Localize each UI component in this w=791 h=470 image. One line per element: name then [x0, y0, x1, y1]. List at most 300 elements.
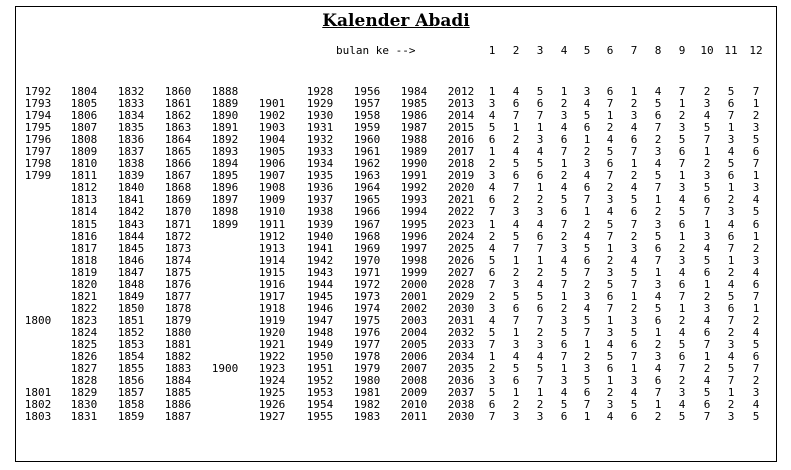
year-cell: 1830: [70, 398, 98, 412]
month-code-cell: 4: [560, 386, 568, 400]
month-code-cell: 5: [678, 133, 686, 147]
month-code-cell: 4: [654, 289, 662, 303]
month-code-cell: 4: [583, 301, 591, 315]
month-code-cell: 2: [488, 229, 496, 243]
month-code-cell: 4: [583, 229, 591, 243]
year-cell: 1842: [117, 205, 145, 219]
month-code-cell: 5: [654, 97, 662, 111]
month-code-cell: 3: [583, 289, 591, 303]
month-code-cell: 1: [727, 386, 735, 400]
month-code-cell: 6: [536, 169, 544, 183]
year-cell: 1953: [306, 386, 334, 400]
year-cell: 1944: [306, 277, 334, 291]
month-code-cell: 6: [560, 133, 568, 147]
year-cell: 2024: [447, 229, 475, 243]
year-cell: 1792: [24, 85, 52, 98]
month-code-cell: 5: [560, 193, 568, 207]
month-code-cell: 7: [654, 181, 662, 195]
month-code-cell: 1: [488, 350, 496, 364]
month-code-cell: 7: [752, 362, 760, 376]
month-code-cell: 2: [703, 157, 711, 171]
month-code-cell: 3: [727, 337, 735, 351]
month-code-cell: 3: [630, 374, 638, 388]
year-cell: 1846: [117, 253, 145, 267]
year-cell: 1957: [353, 97, 381, 111]
month-code-cell: 7: [488, 277, 496, 291]
month-code-cell: 2: [488, 289, 496, 303]
year-cell: 1971: [353, 265, 381, 279]
month-code-cell: 5: [606, 350, 614, 364]
month-code-cell: 2: [752, 313, 760, 327]
year-cell: 1998: [400, 253, 428, 267]
year-cell: 1923: [258, 362, 286, 376]
year-cell: 1932: [306, 133, 334, 147]
month-code-cell: 2: [583, 277, 591, 291]
month-code-cell: 4: [560, 121, 568, 135]
month-code-cell: 2: [630, 169, 638, 183]
month-code-cell: 1: [560, 85, 568, 98]
month-code-cell: 2: [654, 337, 662, 351]
table-row: [16, 411, 776, 423]
year-cell: 1985: [400, 97, 428, 111]
month-code-cell: 5: [583, 241, 591, 255]
month-code-cell: 5: [654, 301, 662, 315]
month-code-cell: 3: [512, 410, 520, 424]
year-cell: 1864: [164, 133, 192, 147]
table-row: [16, 219, 776, 231]
month-code-cell: 1: [727, 253, 735, 267]
month-code-cell: 7: [512, 313, 520, 327]
year-cell: 1870: [164, 205, 192, 219]
year-cell: 1984: [400, 85, 428, 98]
month-header: [16, 44, 776, 58]
year-cell: 1806: [70, 109, 98, 123]
month-code-cell: 4: [536, 350, 544, 364]
month-code-cell: 5: [583, 313, 591, 327]
year-cell: 1928: [306, 85, 334, 98]
month-code-cell: 5: [727, 289, 735, 303]
month-code-cell: 2: [727, 325, 735, 339]
year-cell: 1857: [117, 386, 145, 400]
year-cell: 1899: [211, 217, 239, 231]
month-code-cell: 6: [606, 85, 614, 98]
year-cell: 1921: [258, 337, 286, 351]
year-cell: 1807: [70, 121, 98, 135]
year-cell: 1912: [258, 229, 286, 243]
month-number: 12: [749, 44, 763, 57]
year-cell: 1881: [164, 337, 192, 351]
table-row: [16, 267, 776, 279]
month-code-cell: 4: [512, 145, 520, 159]
year-cell: 1849: [117, 289, 145, 303]
month-code-cell: 7: [727, 374, 735, 388]
month-code-cell: 6: [703, 398, 711, 412]
year-cell: 1866: [164, 157, 192, 171]
year-cell: 2018: [447, 157, 475, 171]
month-code-cell: 6: [703, 325, 711, 339]
table-row: [16, 255, 776, 267]
month-code-cell: 1: [727, 181, 735, 195]
month-code-cell: 7: [703, 133, 711, 147]
year-cell: 1975: [353, 313, 381, 327]
year-cell: 1832: [117, 85, 145, 98]
month-code-cell: 4: [630, 253, 638, 267]
month-code-cell: 3: [678, 181, 686, 195]
year-cell: 1955: [306, 410, 334, 424]
year-cell: 1995: [400, 217, 428, 231]
month-code-cell: 3: [536, 205, 544, 219]
year-cell: 2000: [400, 277, 428, 291]
month-code-cell: 4: [488, 313, 496, 327]
month-code-cell: 2: [654, 205, 662, 219]
table-row: [16, 206, 776, 218]
month-number: 6: [606, 44, 614, 57]
month-code-cell: 1: [678, 229, 686, 243]
year-cell: 1862: [164, 109, 192, 123]
month-code-cell: 7: [512, 109, 520, 123]
year-cell: 1919: [258, 313, 286, 327]
year-cell: 1839: [117, 169, 145, 183]
month-code-cell: 5: [606, 217, 614, 231]
month-code-cell: 7: [560, 217, 568, 231]
month-code-cell: 7: [583, 325, 591, 339]
month-code-cell: 4: [583, 97, 591, 111]
month-number: 10: [700, 44, 714, 57]
year-cell: 1960: [353, 133, 381, 147]
month-code-cell: 3: [654, 217, 662, 231]
month-code-cell: 1: [536, 253, 544, 267]
year-cell: 1942: [306, 253, 334, 267]
month-code-cell: 2: [536, 193, 544, 207]
month-code-cell: 7: [703, 337, 711, 351]
month-code-cell: 4: [606, 337, 614, 351]
year-cell: 1991: [400, 169, 428, 183]
month-code-cell: 6: [654, 241, 662, 255]
year-cell: 1977: [353, 337, 381, 351]
month-code-cell: 6: [606, 362, 614, 376]
year-cell: 1968: [353, 229, 381, 243]
month-code-cell: 7: [630, 350, 638, 364]
month-code-cell: 5: [654, 169, 662, 183]
year-cell: 1902: [258, 109, 286, 123]
year-cell: 1986: [400, 109, 428, 123]
month-code-cell: 7: [606, 229, 614, 243]
month-code-cell: 3: [488, 169, 496, 183]
month-code-cell: 5: [512, 157, 520, 171]
month-code-cell: 1: [703, 145, 711, 159]
month-code-cell: 6: [488, 133, 496, 147]
month-code-cell: 3: [488, 301, 496, 315]
month-code-cell: 2: [654, 133, 662, 147]
month-code-cell: 2: [512, 398, 520, 412]
month-code-cell: 2: [630, 229, 638, 243]
month-code-cell: 1: [560, 289, 568, 303]
year-cell: 1937: [306, 193, 334, 207]
month-code-cell: 3: [583, 85, 591, 98]
year-cell: 1868: [164, 181, 192, 195]
month-number: 8: [654, 44, 662, 57]
month-code-cell: 4: [536, 145, 544, 159]
year-cell: 2013: [447, 97, 475, 111]
month-code-cell: 3: [654, 277, 662, 291]
month-code-cell: 4: [488, 181, 496, 195]
month-code-cell: 7: [512, 241, 520, 255]
year-cell: 1863: [164, 121, 192, 135]
year-cell: 1809: [70, 145, 98, 159]
month-code-cell: 5: [727, 85, 735, 98]
year-cell: 2019: [447, 169, 475, 183]
month-code-cell: 1: [703, 277, 711, 291]
month-code-cell: 1: [606, 109, 614, 123]
year-cell: 1891: [211, 121, 239, 135]
month-code-cell: 4: [488, 109, 496, 123]
year-cell: 2034: [447, 350, 475, 364]
year-cell: 2002: [400, 301, 428, 315]
year-cell: 1887: [164, 410, 192, 424]
month-code-cell: 6: [630, 337, 638, 351]
year-cell: 1856: [117, 374, 145, 388]
month-code-cell: 5: [560, 265, 568, 279]
year-cell: 1897: [211, 193, 239, 207]
month-code-cell: 4: [654, 85, 662, 98]
month-code-cell: 2: [583, 350, 591, 364]
year-cell: 1990: [400, 157, 428, 171]
month-code-cell: 1: [752, 301, 760, 315]
month-code-cell: 4: [512, 217, 520, 231]
month-code-cell: 6: [536, 301, 544, 315]
month-code-cell: 2: [630, 301, 638, 315]
month-code-cell: 2: [727, 193, 735, 207]
month-code-cell: 5: [703, 386, 711, 400]
month-code-cell: 4: [678, 193, 686, 207]
year-cell: 1843: [117, 217, 145, 231]
year-cell: 1970: [353, 253, 381, 267]
month-code-cell: 5: [630, 398, 638, 412]
month-code-cell: 6: [512, 301, 520, 315]
year-cell: 1825: [70, 337, 98, 351]
year-cell: 1967: [353, 217, 381, 231]
month-code-cell: 5: [536, 85, 544, 98]
month-code-cell: 4: [752, 325, 760, 339]
year-cell: 2009: [400, 386, 428, 400]
year-cell: 1996: [400, 229, 428, 243]
year-cell: 2012: [447, 85, 475, 98]
month-code-cell: 7: [752, 289, 760, 303]
year-cell: 1819: [70, 265, 98, 279]
year-cell: 2008: [400, 374, 428, 388]
month-code-cell: 7: [488, 205, 496, 219]
year-cell: 1798: [24, 157, 52, 171]
month-code-cell: 6: [583, 181, 591, 195]
month-code-cell: 5: [583, 374, 591, 388]
year-cell: 1880: [164, 325, 192, 339]
year-cell: 2004: [400, 325, 428, 339]
year-cell: 1940: [306, 229, 334, 243]
year-cell: 1961: [353, 145, 381, 159]
year-cell: 1918: [258, 301, 286, 315]
year-cell: 1896: [211, 181, 239, 195]
month-code-cell: 2: [606, 253, 614, 267]
year-cell: 1829: [70, 386, 98, 400]
month-code-cell: 1: [752, 97, 760, 111]
month-code-cell: 4: [752, 398, 760, 412]
year-cell: 1981: [353, 386, 381, 400]
year-cell: 1811: [70, 169, 98, 183]
month-code-cell: 6: [630, 133, 638, 147]
month-code-cell: 5: [678, 205, 686, 219]
year-cell: 1885: [164, 386, 192, 400]
year-cell: 1922: [258, 350, 286, 364]
year-cell: 1952: [306, 374, 334, 388]
year-cell: 1816: [70, 229, 98, 243]
month-code-cell: 3: [727, 133, 735, 147]
month-code-cell: 2: [560, 97, 568, 111]
month-code-cell: 4: [630, 121, 638, 135]
month-code-cell: 6: [654, 313, 662, 327]
month-number: 3: [536, 44, 544, 57]
month-code-cell: 4: [488, 241, 496, 255]
month-number: 11: [724, 44, 738, 57]
month-code-cell: 4: [512, 350, 520, 364]
month-code-cell: 7: [654, 386, 662, 400]
month-code-cell: 6: [727, 301, 735, 315]
month-code-cell: 5: [678, 410, 686, 424]
year-cell: 1794: [24, 109, 52, 123]
month-number: 4: [560, 44, 568, 57]
month-code-cell: 1: [727, 121, 735, 135]
year-cell: 2005: [400, 337, 428, 351]
month-code-cell: 1: [583, 337, 591, 351]
month-code-cell: 6: [727, 97, 735, 111]
month-code-cell: 1: [536, 121, 544, 135]
month-code-cell: 2: [678, 241, 686, 255]
month-code-cell: 4: [703, 313, 711, 327]
year-cell: 2027: [447, 265, 475, 279]
month-header-label: bulan ke -->: [336, 44, 416, 57]
month-code-cell: 6: [727, 229, 735, 243]
year-cell: 1978: [353, 350, 381, 364]
month-code-cell: 1: [583, 410, 591, 424]
month-code-cell: 2: [727, 398, 735, 412]
year-cell: 1903: [258, 121, 286, 135]
month-code-cell: 5: [536, 362, 544, 376]
month-code-cell: 3: [560, 313, 568, 327]
year-cell: 1973: [353, 289, 381, 303]
year-cell: 1949: [306, 337, 334, 351]
month-code-cell: 6: [752, 145, 760, 159]
year-cell: 1797: [24, 145, 52, 159]
year-cell: 1795: [24, 121, 52, 135]
year-cell: 2010: [400, 398, 428, 412]
year-cell: 1820: [70, 277, 98, 291]
year-cell: 1802: [24, 398, 52, 412]
year-cell: 1931: [306, 121, 334, 135]
month-code-cell: 1: [512, 253, 520, 267]
month-code-cell: 4: [606, 205, 614, 219]
year-cell: 1875: [164, 265, 192, 279]
year-cell: 1859: [117, 410, 145, 424]
year-cell: 2006: [400, 350, 428, 364]
year-cell: 1882: [164, 350, 192, 364]
month-code-cell: 7: [703, 410, 711, 424]
month-code-cell: 3: [606, 325, 614, 339]
month-number: 5: [583, 44, 591, 57]
month-code-cell: 1: [678, 169, 686, 183]
month-code-cell: 2: [560, 301, 568, 315]
year-cell: 2001: [400, 289, 428, 303]
month-code-cell: 6: [654, 374, 662, 388]
page-title: Kalender Abadi: [322, 11, 470, 31]
month-code-cell: 3: [488, 374, 496, 388]
month-code-cell: 4: [678, 265, 686, 279]
month-code-cell: 2: [536, 325, 544, 339]
month-code-cell: 5: [752, 205, 760, 219]
month-code-cell: 4: [654, 362, 662, 376]
month-code-cell: 2: [703, 362, 711, 376]
month-code-cell: 1: [630, 362, 638, 376]
month-code-cell: 3: [560, 241, 568, 255]
month-code-cell: 1: [654, 325, 662, 339]
month-code-cell: 6: [512, 169, 520, 183]
month-code-cell: 5: [703, 253, 711, 267]
year-cell: 1898: [211, 205, 239, 219]
year-cell: 1860: [164, 85, 192, 98]
year-cell: 1879: [164, 313, 192, 327]
month-code-cell: 2: [583, 145, 591, 159]
month-code-cell: 4: [560, 181, 568, 195]
month-code-cell: 4: [752, 193, 760, 207]
year-cell: 1969: [353, 241, 381, 255]
year-cell: 1836: [117, 133, 145, 147]
year-cell: 2023: [447, 217, 475, 231]
month-code-cell: 6: [560, 410, 568, 424]
year-cell: 1910: [258, 205, 286, 219]
month-code-cell: 2: [560, 229, 568, 243]
year-cell: 1962: [353, 157, 381, 171]
year-cell: 2016: [447, 133, 475, 147]
month-code-cell: 3: [752, 181, 760, 195]
year-cell: 1965: [353, 193, 381, 207]
year-cell: 1941: [306, 241, 334, 255]
month-code-cell: 7: [536, 374, 544, 388]
year-cell: 1884: [164, 374, 192, 388]
month-code-cell: 1: [654, 193, 662, 207]
year-cell: 1854: [117, 350, 145, 364]
month-code-cell: 7: [752, 85, 760, 98]
month-code-cell: 1: [560, 157, 568, 171]
month-code-cell: 1: [583, 205, 591, 219]
month-code-cell: 3: [512, 205, 520, 219]
month-code-cell: 2: [488, 362, 496, 376]
month-code-cell: 5: [678, 337, 686, 351]
year-cell: 1914: [258, 253, 286, 267]
month-code-cell: 1: [536, 386, 544, 400]
year-cell: 1841: [117, 193, 145, 207]
year-cell: 1876: [164, 277, 192, 291]
year-cell: 1883: [164, 362, 192, 376]
year-cell: 1930: [306, 109, 334, 123]
month-code-cell: 1: [512, 121, 520, 135]
month-code-cell: 5: [536, 289, 544, 303]
year-cell: 1845: [117, 241, 145, 255]
month-code-cell: 4: [727, 350, 735, 364]
month-code-cell: 3: [630, 313, 638, 327]
month-code-cell: 2: [703, 85, 711, 98]
year-cell: 1947: [306, 313, 334, 327]
month-code-cell: 7: [678, 289, 686, 303]
month-code-cell: 3: [488, 97, 496, 111]
month-code-cell: 3: [583, 362, 591, 376]
